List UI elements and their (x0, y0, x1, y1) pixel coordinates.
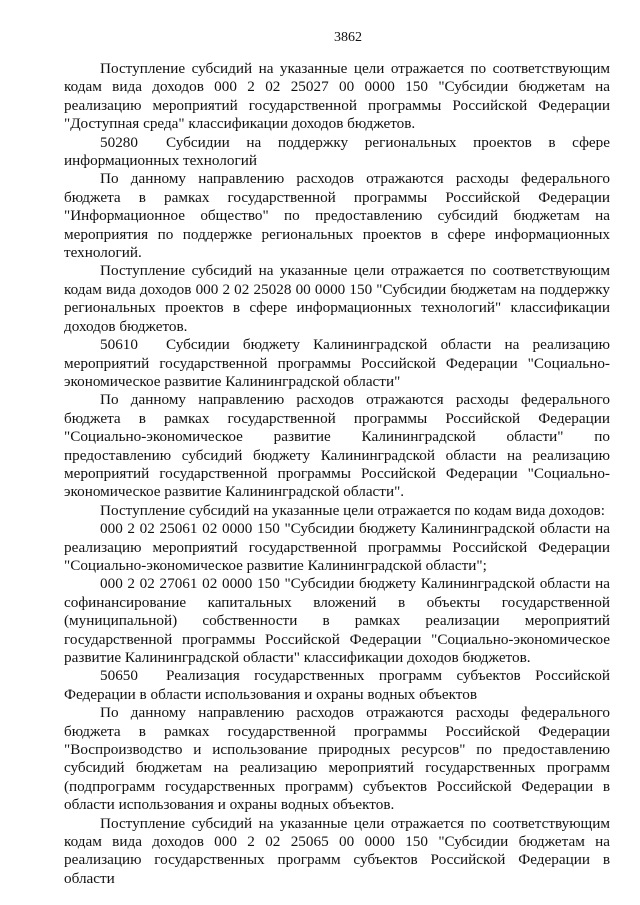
paragraph-12: Поступление субсидий на указанные цели отражается по соответствующим кодам вида доходов 000 2 02 25065 00 0000 150 "Субсидии бюджетам на реализацию государственных программ субъектов Российской Федерации в области (64, 814, 610, 887)
section-heading-50280: 50280 Субсидии на поддержку региональных проектов в сфере информационных технологий (64, 133, 610, 170)
paragraph-8: 000 2 02 25061 02 0000 150 "Субсидии бюджету Калининградской области на реализацию мероприятий государственной программы Российской Федерации "Социально-экономическое развитие Калининградской области"; (64, 520, 610, 574)
paragraph-11: По данному направлению расходов отражаются расходы федерального бюджета в рамках государственной программы Российской Федерации "Воспроизводство и использование природных ресурсов" по предоставлению субсидий бюджетам на реализацию мероприятий государственных программ (подпрограмм государственных программ) субъектов Российской Федерации в области использования и охраны водных объектов. (64, 704, 610, 814)
paragraph-1: Поступление субсидий на указанные цели отражается по соответствующим кодам вида доходов 000 2 02 25027 00 0000 150 "Субсидии бюджетам на реализацию мероприятий государственной программы Российской Федерации "Доступная среда" классификации доходов бюджетов. (64, 60, 610, 133)
paragraph-7: Поступление субсидий на указанные цели отражается по кодам вида доходов: (100, 501, 605, 519)
paragraph-4: Поступление субсидий на указанные цели отражается по соответствующим кодам вида доходов 000 2 02 25028 00 0000 150 "Субсидии бюджетам на поддержку региональных проектов в сфере информационных технологий" классификации доходов бюджетов. (64, 262, 610, 335)
section-code: 50610 (100, 336, 138, 354)
paragraph-3: По данному направлению расходов отражаются расходы федерального бюджета в рамках государственной программы Российской Федерации "Информационное общество" по предоставлению субсидий бюджетам на мероприятия по поддержке региональных проектов в сфере информационных технологий. (64, 170, 610, 262)
paragraph-6: По данному направлению расходов отражаются расходы федерального бюджета в рамках государственной программы Российской Федерации "Социально-экономическое развитие Калининградской области" по предоставлению субсидий бюджету Калининградской области на реализацию мероприятий государственной программы Российской Федерации "Социально-экономическое развитие Калининградской области". (64, 391, 610, 501)
paragraph-9: 000 2 02 27061 02 0000 150 "Субсидии бюджету Калининградской области на софинансирование капитальных вложений в объекты государственной (муниципальной) собственности в рамках реализации мероприятий государственной программы Российской Федерации "Социально-экономическое развитие Калининградской области" классификации доходов бюджетов. (64, 575, 610, 666)
section-heading-50650: 50650 Реализация государственных программ субъектов Российской Федерации в области использования и охраны водных объектов (64, 667, 610, 703)
section-code: 50650 (100, 667, 138, 685)
page-number: 3862 (334, 30, 362, 45)
section-code: 50280 (100, 133, 138, 151)
section-heading-50610: 50610 Субсидии бюджету Калининградской области на реализацию мероприятий государственной программы Российской Федерации "Социально-экономическое развитие Калининградской области" (64, 336, 610, 390)
document-page (64, 30, 610, 888)
